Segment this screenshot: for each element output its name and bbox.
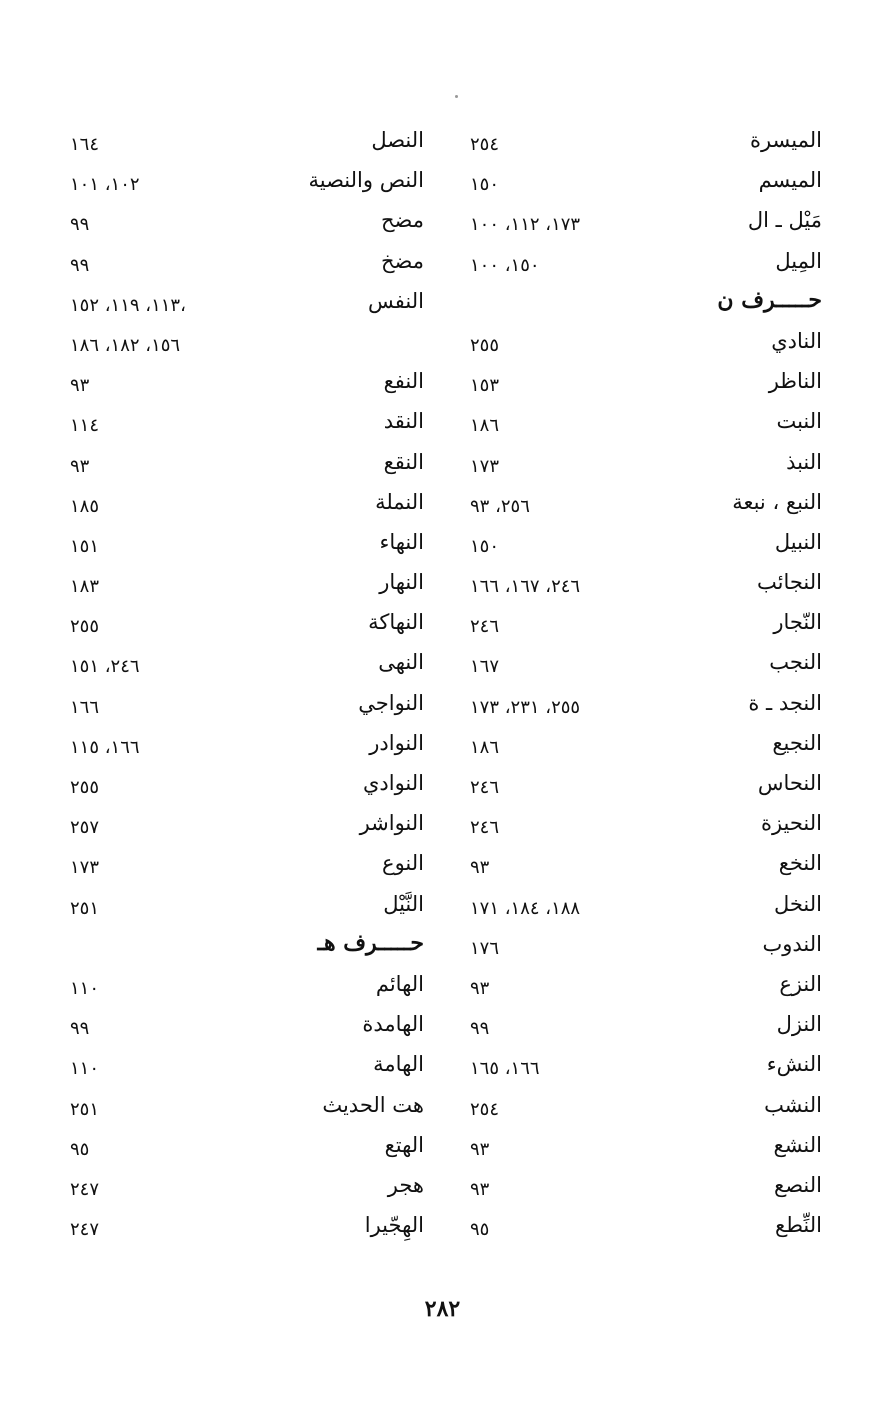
index-entry — [58, 323, 424, 363]
index-term: النشء — [766, 1052, 822, 1077]
index-term: النبع ، نبعة — [732, 489, 822, 514]
index-entry — [58, 202, 424, 242]
index-column-left — [58, 122, 424, 1247]
index-term: الندوب — [762, 931, 822, 956]
index-term: النزل — [776, 1012, 822, 1037]
index-page-refs: ١٨٣ — [70, 576, 100, 598]
index-page-refs: ٩٣ — [70, 455, 90, 477]
index-entry — [58, 845, 424, 885]
index-entry — [462, 122, 822, 162]
index-entry — [462, 444, 822, 484]
index-term: النقع — [383, 449, 424, 474]
index-page-refs: ٢٥٤ — [470, 134, 500, 155]
index-term: النهى — [378, 650, 424, 675]
index-term: النهاء — [379, 529, 424, 554]
index-entry — [58, 363, 424, 403]
index-page-refs: ٩٩ — [470, 1018, 490, 1040]
index-entry — [462, 685, 822, 725]
index-term: الناظر — [768, 369, 822, 394]
index-entry — [58, 283, 424, 323]
index-entry — [462, 403, 822, 443]
index-page-refs: ٩٣ — [70, 375, 90, 397]
index-entry — [462, 1087, 822, 1127]
index-term: النبذ — [786, 449, 822, 474]
index-page-refs: ١٧٣ — [70, 857, 100, 879]
index-page-refs: ١٥٠، ١٠٠ — [470, 254, 540, 276]
index-term: النواشر — [359, 811, 424, 836]
index-entry — [58, 1046, 424, 1086]
index-entry — [462, 644, 822, 684]
index-entry — [462, 363, 822, 403]
index-entry — [58, 484, 424, 524]
index-page-refs: ٢٥٦، ٩٣ — [470, 495, 530, 517]
index-entry — [58, 162, 424, 202]
index-page-refs: ١٦٧ — [470, 656, 500, 678]
index-entry — [58, 444, 424, 484]
index-entry — [58, 524, 424, 564]
index-entry — [462, 524, 822, 564]
index-page-refs: ١١٣، ١١٩، ١٥٢، — [70, 294, 186, 316]
index-term: الهامدة — [362, 1012, 424, 1037]
index-page-refs: ٩٩ — [70, 254, 90, 276]
section-header-label: حـــــرف ن — [717, 286, 822, 313]
index-page-refs: ٢٥٥، ٢٣١، ١٧٣ — [470, 696, 581, 718]
index-page-refs: ١٦٦، ١٦٥ — [470, 1058, 540, 1080]
index-page-refs: ٩٣ — [470, 977, 490, 999]
index-term: النشع — [773, 1132, 822, 1157]
index-entry — [462, 564, 822, 604]
index-page-refs: ١٧٣ — [470, 455, 500, 477]
index-page-refs: ٢٥٥ — [470, 334, 500, 356]
index-entry — [462, 966, 822, 1006]
index-term: النوع — [382, 851, 424, 876]
index-term: النفع — [383, 369, 424, 394]
index-page-refs: ٢٥٥ — [70, 777, 100, 798]
index-entry — [58, 886, 424, 926]
index-term: مضخ — [380, 248, 424, 273]
index-term: هت الحديث — [322, 1092, 424, 1117]
index-page-refs: ٢٥٤ — [470, 1098, 500, 1120]
index-page-refs: ٢٤٦ — [470, 777, 500, 798]
index-entry — [462, 484, 822, 524]
index-entry — [462, 243, 822, 283]
index-term: الهائم — [375, 971, 424, 996]
index-term: الميسم — [758, 168, 822, 193]
index-entry — [58, 604, 424, 644]
index-entry — [462, 1006, 822, 1046]
index-page-refs: ١٥٠ — [470, 174, 500, 196]
index-page-refs: ٢٤٦، ١٥١ — [70, 656, 140, 678]
index-entry — [58, 765, 424, 805]
index-page-refs: ٢٤٦، ١٦٧، ١٦٦ — [470, 576, 581, 598]
index-entry — [462, 1046, 822, 1086]
index-entry — [462, 604, 822, 644]
index-term: النخل — [773, 891, 822, 916]
index-term: النزع — [779, 971, 822, 996]
index-page-refs: ٢٥٥ — [70, 616, 100, 638]
index-entry — [58, 122, 424, 162]
index-term: الهامة — [373, 1052, 424, 1077]
index-term: النحيزة — [760, 811, 822, 836]
index-entry — [462, 765, 822, 805]
index-entry — [58, 1006, 424, 1046]
index-entry — [462, 926, 822, 966]
index-term: النجائب — [757, 570, 822, 595]
index-term: النِّطع — [775, 1213, 822, 1238]
index-term: النملة — [375, 489, 424, 514]
index-term: النصع — [774, 1172, 822, 1197]
index-page-refs: ١٨٦ — [470, 415, 500, 437]
index-page-refs: ٩٥ — [70, 1138, 90, 1160]
index-entry — [462, 202, 822, 242]
section-header — [58, 926, 424, 966]
index-page-refs: ٩٥ — [470, 1219, 490, 1241]
index-page-refs: ١٧٦ — [470, 937, 500, 959]
index-page-refs: ٩٣ — [470, 1178, 490, 1200]
index-page-refs: ٢٥١ — [70, 1098, 100, 1120]
index-term: المِيل — [775, 248, 822, 273]
index-entry — [58, 644, 424, 684]
index-page-refs: ١٨٨، ١٨٤، ١٧١ — [470, 897, 581, 919]
index-page-refs: ٢٤٧ — [70, 1178, 100, 1200]
scan-speck — [455, 95, 458, 98]
index-term: النفس — [368, 288, 424, 313]
index-page-refs: ٩٣ — [470, 1138, 490, 1160]
index-term: النَّيْل — [383, 891, 424, 916]
index-term: الهتع — [384, 1132, 424, 1157]
index-page-refs: ٢٥٧ — [70, 817, 100, 839]
index-page-refs: ١١٤ — [70, 415, 100, 437]
index-entry — [58, 403, 424, 443]
index-term: النوادر — [369, 730, 424, 755]
index-page-refs: ١٨٥ — [70, 495, 100, 517]
index-entry — [462, 725, 822, 765]
index-page-refs: ١١٠ — [70, 1058, 100, 1080]
index-entry — [462, 1207, 822, 1247]
index-term: النجب — [769, 650, 822, 675]
index-page-refs: ١٦٦، ١١٥ — [70, 736, 140, 758]
index-page-refs: ١٧٣، ١١٢، ١٠٠ — [470, 214, 581, 236]
index-term: النوادي — [362, 771, 424, 795]
index-page-refs: ٢٤٦ — [470, 817, 500, 839]
index-term: النبيل — [774, 529, 822, 554]
index-entry — [462, 1167, 822, 1207]
index-entry — [58, 725, 424, 765]
index-term: النجيع — [772, 730, 822, 755]
index-entry — [58, 685, 424, 725]
index-page-refs: ٢٤٦ — [470, 616, 500, 638]
index-term: النهار — [379, 570, 424, 595]
index-entry — [462, 845, 822, 885]
index-entry — [58, 966, 424, 1006]
index-page-refs: ٢٤٧ — [70, 1219, 100, 1241]
index-page-refs: ٩٣ — [470, 857, 490, 879]
index-page-refs: ١٦٤ — [70, 134, 100, 155]
index-entry — [58, 1207, 424, 1247]
index-entry — [58, 805, 424, 845]
index-page-refs: ١٥١ — [70, 535, 100, 557]
index-term: النصل — [371, 128, 424, 152]
index-term: النّجار — [773, 610, 822, 635]
page-number: ٢٨٢ — [424, 1296, 461, 1322]
index-entry — [462, 1127, 822, 1167]
index-term: النص والنصية — [308, 168, 424, 193]
index-page-refs: ١١٠ — [70, 977, 100, 999]
index-term: مضح — [380, 208, 424, 233]
index-page-refs: ١٦٦ — [70, 696, 100, 718]
index-entry — [58, 1087, 424, 1127]
index-term: النادي — [771, 328, 822, 353]
index-term: هجر — [387, 1172, 424, 1197]
index-page-refs: ١٠٢، ١٠١ — [70, 174, 140, 196]
index-entry — [58, 1167, 424, 1207]
index-entry — [58, 243, 424, 283]
index-term: الميسرة — [749, 128, 822, 152]
index-term: الهِجّيرا — [364, 1213, 424, 1238]
index-term: النجد ـ ة — [748, 690, 822, 715]
index-page-refs: ١٨٦ — [470, 736, 500, 758]
index-column-right — [462, 122, 822, 1247]
index-page-refs: ٢٥١ — [70, 897, 100, 919]
index-page-refs: ١٥٦، ١٨٢، ١٨٦ — [70, 334, 181, 356]
index-term: مَيْل ـ ال — [747, 208, 822, 233]
index-term: النحاس — [757, 771, 822, 795]
index-entry — [462, 805, 822, 845]
section-header-label: حـــــرف هـ — [317, 929, 424, 956]
index-term: النخع — [778, 851, 822, 876]
index-entry — [462, 886, 822, 926]
index-entry — [462, 323, 822, 363]
index-term: النهاكة — [368, 610, 424, 635]
section-header — [462, 283, 822, 323]
index-term: النبت — [776, 409, 822, 434]
index-entry — [462, 162, 822, 202]
index-term: النشب — [764, 1092, 822, 1117]
index-entry — [58, 564, 424, 604]
index-page-refs: ٩٩ — [70, 1018, 90, 1040]
index-page-refs: ٩٩ — [70, 214, 90, 236]
index-page-refs: ١٥٣ — [470, 375, 500, 397]
index-term: النقد — [383, 409, 424, 434]
index-term: النواجي — [358, 690, 424, 715]
index-page-refs: ١٥٠ — [470, 535, 500, 557]
index-entry — [58, 1127, 424, 1167]
